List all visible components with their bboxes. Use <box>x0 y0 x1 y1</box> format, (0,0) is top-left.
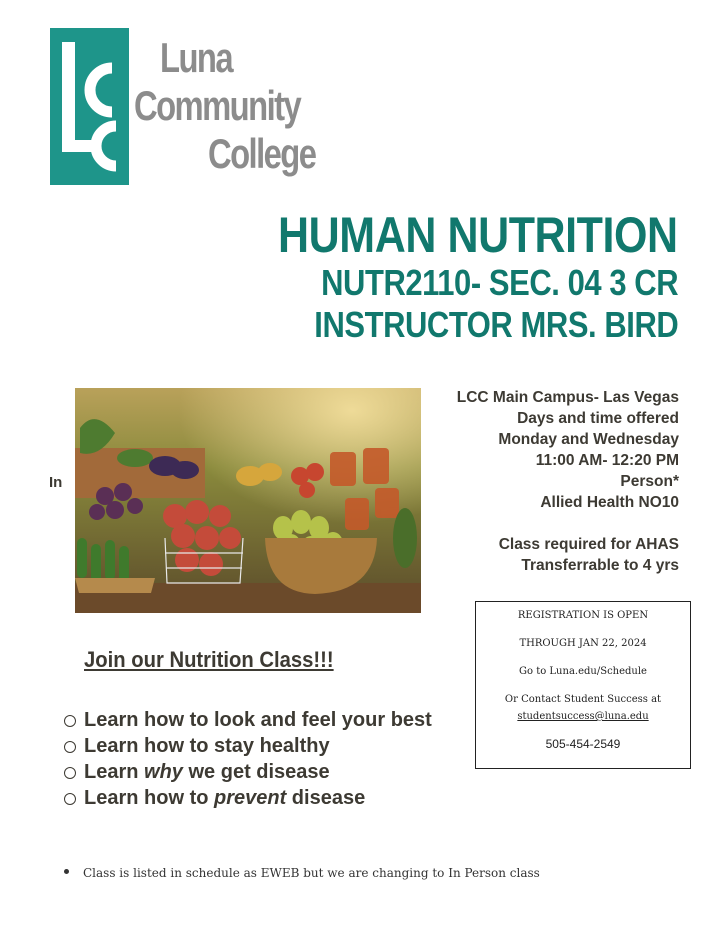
phone-number: 505-454-2549 <box>545 737 621 751</box>
registration-line-1: REGISTRATION IS OPEN <box>517 610 649 621</box>
benefit-text: Learn how to look and feel your best <box>84 709 432 731</box>
college-wordmark <box>134 34 314 184</box>
days-heading-text: Days and time offered <box>517 410 679 427</box>
benefit-text: Learn how to stay healthy <box>84 735 330 757</box>
required-text: Class required for AHAS <box>498 536 679 553</box>
campus-text: LCC Main Campus- Las Vegas <box>456 389 679 406</box>
circle-bullet-icon <box>64 767 76 779</box>
join-heading: Join our Nutrition Class!!! <box>84 647 334 672</box>
circle-bullet-icon <box>64 793 76 805</box>
course-title: HUMAN NUTRITION <box>278 207 678 263</box>
registration-schedule-link[interactable]: Go to Luna.edu/Schedule <box>519 666 647 677</box>
mode-text: Person* <box>620 473 679 490</box>
college-logo-mark <box>50 28 129 185</box>
lcc-monogram-icon <box>50 28 129 185</box>
produce-photo <box>75 388 421 613</box>
registration-line-4: Or Contact Student Success at <box>504 694 662 705</box>
time-text: 11:00 AM- 12:20 PM <box>535 452 679 469</box>
logo-line-2: Community <box>134 82 301 129</box>
side-label: In <box>49 474 63 491</box>
benefit-text: Learn why we get disease <box>84 761 330 783</box>
days-text: Monday and Wednesday <box>498 431 679 448</box>
bullet-dot-icon <box>64 869 69 874</box>
logo-line-1: Luna <box>160 34 233 81</box>
registration-line-2: THROUGH JAN 22, 2024 <box>519 638 647 649</box>
course-code: NUTR2110- SEC. 04 3 CR <box>320 262 678 303</box>
transfer-text: Transferrable to 4 yrs <box>521 557 679 574</box>
logo-line-3: College <box>208 130 316 177</box>
course-instructor: INSTRUCTOR MRS. BIRD <box>313 304 678 345</box>
room-text: Allied Health NO10 <box>540 494 679 511</box>
registration-box <box>475 601 691 769</box>
student-success-email-link[interactable]: studentsuccess@luna.edu <box>517 711 649 722</box>
benefit-text: Learn how to prevent disease <box>84 787 366 809</box>
circle-bullet-icon <box>64 715 76 727</box>
circle-bullet-icon <box>64 741 76 753</box>
class-info <box>457 387 679 576</box>
schedule-note <box>64 866 540 880</box>
note-text: Class is listed in schedule as EWEB but we are changing to In Person class <box>83 866 540 880</box>
